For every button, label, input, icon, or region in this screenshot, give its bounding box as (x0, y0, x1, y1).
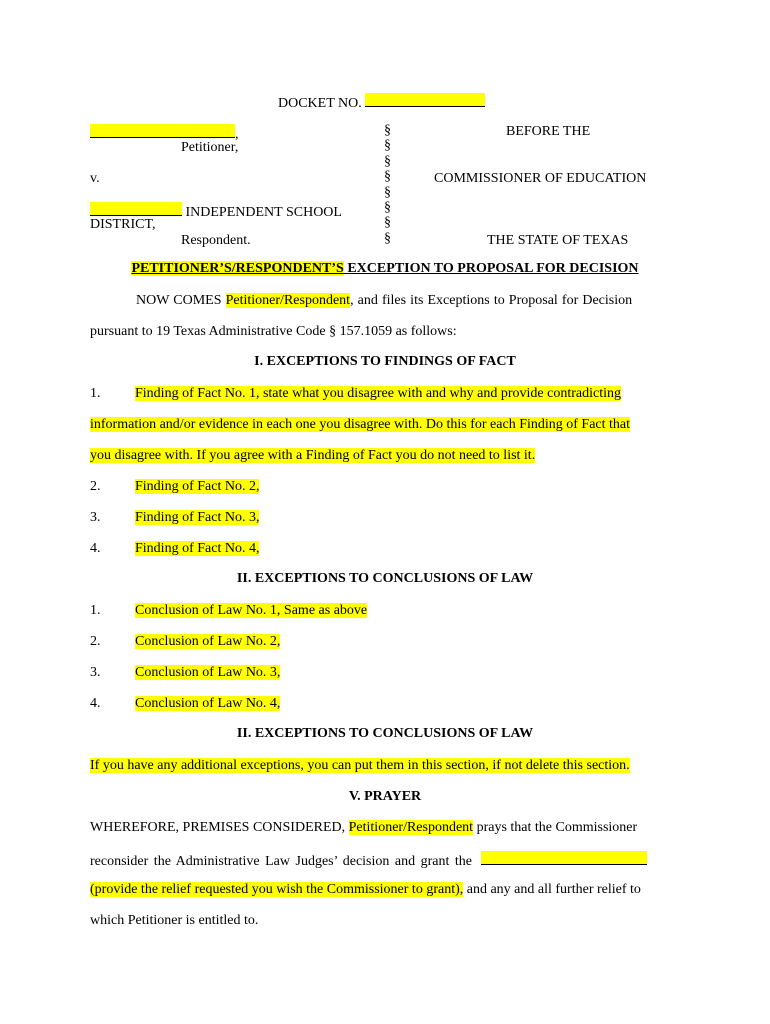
title-party-highlight: PETITIONER’S/RESPONDENT’S (131, 261, 344, 276)
prayer-line-3 (90, 882, 641, 898)
conclusion-2-number: 2. (90, 634, 101, 649)
finding-2-text: Finding of Fact No. 2, (135, 479, 260, 494)
finding-4-text: Finding of Fact No. 4, (135, 541, 260, 556)
section-symbol: § (384, 169, 391, 185)
section-symbol: § (384, 215, 391, 231)
section-symbol: § (384, 138, 391, 154)
prayer-party: Petitioner/Respondent (348, 820, 474, 835)
relief-blank[interactable] (481, 851, 647, 865)
finding-1-text: Finding of Fact No. 1, state what you disagree with and why and provide contradicting (135, 386, 622, 401)
respondent-label: Respondent. (181, 233, 251, 248)
district-name: INDEPENDENT SCHOOL (185, 205, 342, 220)
section-3-heading: II. EXCEPTIONS TO CONCLUSIONS OF LAW (236, 726, 534, 741)
conclusion-1-number: 1. (90, 603, 101, 618)
finding-1-text: information and/or evidence in each one you disagree with. Do this for each Finding of Fact that (90, 417, 631, 432)
commissioner-of-education: COMMISSIONER OF EDUCATION (434, 171, 647, 186)
finding-2-number: 2. (90, 479, 101, 494)
prayer-line-1 (90, 820, 637, 836)
conclusion-2 (135, 634, 280, 650)
finding-1-line-1 (135, 386, 621, 402)
section-symbol: § (384, 153, 391, 169)
intro-lead: NOW COMES (136, 293, 226, 308)
conclusion-4-text: Conclusion of Law No. 4, (135, 696, 281, 711)
intro-line-1 (136, 293, 632, 309)
section-symbol: § (384, 199, 391, 215)
district-word: DISTRICT, (90, 217, 156, 232)
additional-exceptions-text: If you have any additional exceptions, you can put them in this section, if not delete this section. (90, 758, 630, 773)
prayer-lead: WHEREFORE, PREMISES CONSIDERED, (90, 820, 349, 835)
finding-1-line-3 (90, 448, 535, 464)
state-of-texas: THE STATE OF TEXAS (487, 233, 629, 248)
finding-4-number: 4. (90, 541, 101, 556)
prayer-reconsider: reconsider the Administrative Law Judges’ decision and grant the (90, 854, 472, 869)
conclusion-3 (135, 665, 280, 681)
finding-3-text: Finding of Fact No. 3, (135, 510, 260, 525)
versus: v. (90, 171, 100, 186)
prayer-line-4: which Petitioner is entitled to. (90, 913, 259, 928)
additional-exceptions (90, 758, 630, 774)
conclusion-1 (135, 603, 367, 619)
finding-1-text: you disagree with. If you agree with a Finding of Fact you do not need to list it. (90, 448, 536, 463)
docket-number (278, 93, 485, 112)
conclusion-3-number: 3. (90, 665, 101, 680)
finding-3-number: 3. (90, 510, 101, 525)
finding-2 (135, 479, 259, 495)
relief-instruction: (provide the relief requested you wish the Commissioner to grant), (90, 882, 464, 897)
title-rest: EXCEPTION TO PROPOSAL FOR DECISION (343, 261, 639, 276)
intro-line-2: pursuant to 19 Texas Administrative Code § 157.1059 as follows: (90, 324, 457, 339)
section-1-heading: I. EXCEPTIONS TO FINDINGS OF FACT (254, 354, 516, 369)
section-symbol-column (384, 123, 391, 246)
conclusion-4-number: 4. (90, 696, 101, 711)
prayer-after: prays that the Commissioner (473, 820, 638, 835)
finding-1-line-2 (90, 417, 630, 433)
finding-4 (135, 541, 259, 557)
petitioner-comma: , (235, 127, 239, 142)
prayer-further-relief: and any and all further relief to (463, 882, 641, 897)
conclusion-2-text: Conclusion of Law No. 2, (135, 634, 281, 649)
prayer-heading: V. PRAYER (348, 789, 422, 804)
docket-label: DOCKET NO. (278, 96, 362, 111)
docket-blank[interactable] (365, 93, 485, 107)
conclusion-3-text: Conclusion of Law No. 3, (135, 665, 281, 680)
intro-party: Petitioner/Respondent (225, 293, 351, 308)
prayer-line-2 (90, 851, 647, 870)
conclusion-1-text: Conclusion of Law No. 1, Same as above (135, 603, 368, 618)
section-symbol: § (384, 123, 391, 138)
petitioner-label: Petitioner, (181, 140, 239, 155)
document-title (0, 261, 770, 277)
before-the: BEFORE THE (506, 124, 591, 139)
conclusion-4 (135, 696, 280, 712)
finding-1-number: 1. (90, 386, 101, 401)
section-symbol: § (384, 230, 391, 246)
intro-after: , and files its Exceptions to Proposal for Decision (350, 293, 633, 308)
petitioner-name-blank[interactable] (90, 124, 235, 138)
section-symbol: § (384, 184, 391, 200)
section-2-heading: II. EXCEPTIONS TO CONCLUSIONS OF LAW (236, 571, 534, 586)
district-name-blank[interactable] (90, 202, 182, 216)
finding-3 (135, 510, 259, 526)
